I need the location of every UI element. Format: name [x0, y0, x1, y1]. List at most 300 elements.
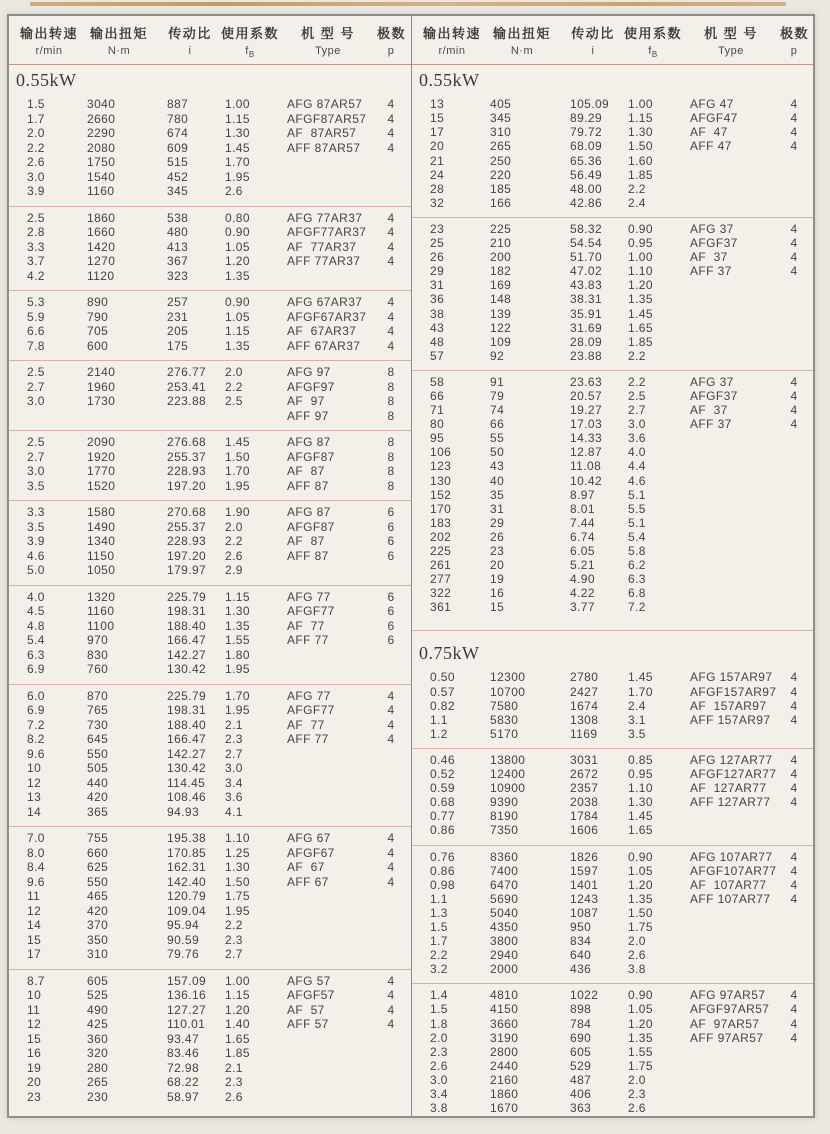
table-row — [9, 380, 411, 395]
table-row — [412, 236, 813, 250]
table-row — [9, 1090, 411, 1105]
cell-output-speed: 16 — [27, 1046, 42, 1061]
cell-poles: 4 — [387, 239, 395, 254]
column-header-output-speed — [19, 23, 79, 59]
cell-poles — [377, 790, 405, 805]
cell-output-speed: 3.3 — [27, 239, 45, 254]
cell-model-type: AFG 97 — [287, 365, 331, 380]
table-row — [9, 988, 411, 1003]
cell-poles: 8 — [387, 478, 395, 493]
table-row — [9, 1046, 411, 1061]
cell-output-torque: 425 — [87, 1017, 109, 1032]
cell-service-factor: 2.7 — [628, 403, 646, 418]
cell-output-speed: 2.7 — [27, 379, 45, 394]
gearmotor-series-block — [9, 585, 411, 684]
cell-transmission-ratio — [159, 409, 221, 424]
cell-output-torque: 1540 — [87, 169, 116, 184]
cell-model-type: AFGF87 — [287, 519, 335, 534]
cell-service-factor: 1.30 — [225, 126, 250, 141]
cell-output-torque: 465 — [87, 889, 109, 904]
column-unit-output-speed: r/min — [438, 45, 466, 57]
cell-model-type: AFF 77 — [287, 732, 329, 747]
gearmotor-series-block — [9, 206, 411, 291]
cell-poles — [780, 459, 808, 473]
cell-service-factor: 2.9 — [225, 563, 243, 578]
cell-output-speed: 2.0 — [27, 126, 45, 141]
cell-transmission-ratio: 270.68 — [167, 505, 207, 520]
cell-service-factor: 2.2 — [628, 374, 646, 389]
column-unit-service-factor: $f_B$ — [245, 45, 255, 60]
cell-transmission-ratio: 142.40 — [167, 874, 207, 889]
table-row — [412, 685, 813, 699]
table-row — [9, 846, 411, 861]
cell-transmission-ratio: 1826 — [570, 849, 599, 864]
cell-poles — [377, 563, 405, 578]
cell-poles: 4 — [387, 210, 395, 225]
cell-model-type — [279, 747, 377, 762]
table-row — [412, 168, 813, 182]
cell-output-torque: 1860 — [87, 210, 116, 225]
cell-output-speed: 322 — [430, 586, 452, 601]
cell-output-torque: 1750 — [87, 155, 116, 170]
cell-service-factor: 3.5 — [628, 726, 646, 741]
column-label-poles: 极数 — [377, 26, 407, 41]
cell-model-type: AFF 97AR57 — [690, 1030, 764, 1045]
cell-transmission-ratio: 120.79 — [167, 889, 207, 904]
cell-output-speed: 130 — [430, 473, 452, 488]
cell-model-type — [682, 1087, 780, 1101]
cell-poles: 4 — [790, 111, 798, 126]
table-row — [412, 920, 813, 934]
cell-output-speed: 1.7 — [27, 111, 45, 126]
cell-transmission-ratio: 175 — [167, 338, 189, 353]
table-row — [9, 141, 411, 156]
table-row — [9, 689, 411, 704]
cell-service-factor: 2.0 — [225, 519, 243, 534]
cell-output-torque: 5040 — [490, 905, 519, 920]
cell-transmission-ratio: 257 — [167, 295, 189, 310]
cell-model-type — [279, 904, 377, 919]
table-row — [9, 324, 411, 339]
cell-poles — [377, 155, 405, 170]
cell-poles: 4 — [387, 126, 395, 141]
cell-service-factor: 3.6 — [628, 431, 646, 446]
cell-poles — [780, 544, 808, 558]
cell-service-factor: 1.45 — [225, 140, 250, 155]
cell-service-factor: 1.65 — [628, 823, 653, 838]
cell-output-speed: 0.46 — [430, 752, 455, 767]
gearmotor-series-block — [9, 430, 411, 500]
cell-transmission-ratio: 79.72 — [570, 125, 603, 140]
cell-output-torque: 225 — [490, 221, 512, 236]
cell-model-type: AFG 87 — [287, 435, 331, 450]
cell-model-type — [682, 502, 780, 516]
cell-model-type: AFGF97 — [287, 379, 335, 394]
cell-poles — [780, 1073, 808, 1087]
cell-transmission-ratio: 47.02 — [570, 264, 603, 279]
cell-output-torque: 765 — [87, 703, 109, 718]
cell-service-factor: 1.00 — [225, 97, 250, 112]
cell-poles: 6 — [387, 633, 395, 648]
cell-transmission-ratio: 10.42 — [570, 473, 603, 488]
table-row — [9, 505, 411, 520]
cell-output-torque: 5170 — [490, 726, 519, 741]
cell-model-type — [682, 920, 780, 934]
table-row — [9, 805, 411, 820]
column-label-transmission-ratio: 传动比 — [571, 26, 615, 41]
cell-poles — [780, 474, 808, 488]
cell-output-speed: 1.8 — [430, 1016, 448, 1031]
cell-poles — [377, 947, 405, 962]
cell-model-type: AFF 87AR57 — [287, 140, 361, 155]
cell-output-speed: 14 — [27, 918, 42, 933]
cell-output-torque: 280 — [87, 1060, 109, 1075]
cell-output-torque: 7580 — [490, 698, 519, 713]
column-unit-poles: p — [790, 45, 798, 57]
cell-output-torque: 23 — [490, 544, 505, 558]
table-row — [9, 790, 411, 805]
cell-output-torque: 66 — [490, 417, 505, 432]
cell-output-torque: 2080 — [87, 140, 116, 155]
table-row — [412, 988, 813, 1002]
cell-poles — [780, 558, 808, 572]
column-label-output-speed: 输出转速 — [19, 26, 78, 41]
cell-model-type: AFF 47 — [690, 139, 732, 154]
cell-poles: 4 — [790, 97, 798, 112]
cell-model-type — [682, 474, 780, 488]
cell-model-type — [279, 1032, 377, 1047]
cell-model-type: AF 107AR77 — [690, 877, 767, 892]
cell-poles — [377, 269, 405, 284]
cell-transmission-ratio: 674 — [167, 126, 189, 141]
cell-poles: 4 — [790, 1002, 798, 1017]
cell-service-factor: 2.7 — [225, 947, 243, 962]
table-row — [9, 933, 411, 948]
cell-transmission-ratio: 2672 — [570, 767, 599, 782]
cell-poles — [780, 1059, 808, 1073]
cell-output-torque: 29 — [490, 515, 505, 530]
cell-model-type: AF 77AR37 — [287, 239, 357, 254]
cell-model-type — [682, 335, 780, 349]
cell-output-torque: 420 — [87, 903, 109, 918]
table-row — [9, 974, 411, 989]
cell-transmission-ratio: 17.03 — [570, 417, 603, 432]
cell-poles: 4 — [790, 264, 798, 279]
cell-output-speed: 5.4 — [27, 633, 45, 648]
table-row — [9, 860, 411, 875]
table-row — [412, 278, 813, 292]
cell-service-factor: 3.8 — [628, 962, 646, 977]
cell-poles: 4 — [387, 831, 395, 846]
cell-model-type — [682, 544, 780, 558]
cell-model-type — [682, 516, 780, 530]
cell-poles: 4 — [387, 324, 395, 339]
table-row — [9, 520, 411, 535]
cell-output-speed: 6.9 — [27, 703, 45, 718]
cell-output-speed: 0.68 — [430, 795, 455, 810]
table-row — [9, 394, 411, 409]
cell-transmission-ratio: 367 — [167, 254, 189, 269]
table-row — [412, 1045, 813, 1059]
table-row — [412, 1002, 813, 1016]
cell-output-speed: 1.5 — [430, 919, 448, 934]
cell-model-type: AFF 67AR37 — [287, 338, 361, 353]
cell-poles: 4 — [790, 236, 798, 251]
cell-service-factor: 1.25 — [225, 845, 250, 860]
cell-service-factor: 2.1 — [225, 1060, 243, 1075]
cell-output-torque: 35 — [490, 487, 505, 502]
cell-service-factor: 1.20 — [628, 278, 653, 293]
cell-transmission-ratio: 1308 — [570, 712, 599, 727]
cell-output-torque: 265 — [87, 1075, 109, 1090]
cell-service-factor: 1.30 — [628, 125, 653, 140]
cell-transmission-ratio: 43.83 — [570, 278, 603, 293]
column-unit-model-type: Type — [315, 45, 341, 57]
table-row — [9, 875, 411, 890]
table-row — [412, 335, 813, 349]
cell-output-speed: 13 — [27, 790, 42, 805]
cell-transmission-ratio: 690 — [570, 1030, 592, 1045]
cell-transmission-ratio: 35.91 — [570, 306, 603, 321]
cell-output-speed: 14 — [27, 804, 42, 819]
cell-output-torque: 220 — [490, 167, 512, 182]
cell-transmission-ratio: 38.31 — [570, 292, 603, 307]
cell-transmission-ratio: 130.42 — [167, 662, 207, 677]
cell-model-type — [682, 459, 780, 473]
cell-transmission-ratio: 1169 — [570, 726, 598, 741]
cell-output-speed: 57 — [430, 348, 445, 363]
table-row — [9, 295, 411, 310]
cell-transmission-ratio: 784 — [570, 1016, 592, 1031]
cell-service-factor: 0.90 — [225, 225, 250, 240]
cell-poles — [780, 962, 808, 976]
cell-service-factor: 4.1 — [225, 804, 243, 819]
cell-model-type — [682, 349, 780, 363]
cell-transmission-ratio: 323 — [167, 268, 189, 283]
cell-transmission-ratio: 605 — [570, 1044, 592, 1059]
cell-model-type — [279, 947, 377, 962]
table-row — [412, 670, 813, 684]
gearmotor-series-block — [9, 684, 411, 827]
cell-output-speed: 225 — [430, 544, 452, 558]
cell-output-speed: 3.5 — [27, 478, 45, 493]
cell-poles — [780, 948, 808, 962]
cell-output-speed: 3.0 — [430, 1072, 448, 1087]
cell-service-factor: 1.35 — [628, 292, 653, 307]
cell-poles — [377, 1046, 405, 1061]
cell-output-torque: 4810 — [490, 988, 519, 1003]
cell-output-speed: 6.9 — [27, 662, 45, 677]
cell-output-torque: 185 — [490, 181, 512, 196]
cell-model-type — [279, 761, 377, 776]
table-row — [9, 211, 411, 226]
table-row — [9, 904, 411, 919]
table-row — [412, 906, 813, 920]
table-row — [412, 445, 813, 459]
cell-output-torque: 1520 — [87, 478, 116, 493]
cell-poles — [780, 431, 808, 445]
cell-output-speed: 361 — [430, 600, 452, 615]
cell-output-torque: 139 — [490, 306, 512, 321]
cell-poles: 4 — [387, 111, 395, 126]
cell-service-factor: 1.75 — [225, 889, 250, 904]
cell-service-factor: 0.95 — [628, 236, 653, 251]
cell-output-speed: 0.86 — [430, 823, 455, 838]
cell-poles: 6 — [387, 548, 395, 563]
cell-transmission-ratio: 58.97 — [167, 1089, 200, 1104]
cell-poles — [780, 530, 808, 544]
cell-output-torque: 91 — [490, 374, 505, 389]
cell-output-speed: 3.2 — [430, 962, 448, 977]
table-row — [9, 590, 411, 605]
cell-transmission-ratio: 6.05 — [570, 544, 595, 558]
cell-output-speed: 5.0 — [27, 563, 45, 578]
cell-model-type: AFG 67 — [287, 831, 331, 846]
cell-output-speed: 2.5 — [27, 435, 45, 450]
cell-output-speed: 17 — [27, 947, 42, 962]
table-row — [9, 604, 411, 619]
cell-output-torque: 1120 — [87, 268, 115, 283]
cell-output-speed: 0.82 — [430, 698, 455, 713]
table-row — [412, 222, 813, 236]
cell-output-torque: 360 — [87, 1031, 109, 1046]
cell-output-speed: 106 — [430, 445, 452, 460]
cell-model-type: AFF 37 — [690, 417, 732, 432]
cell-output-torque: 1660 — [87, 225, 116, 240]
cell-service-factor: 1.20 — [225, 254, 250, 269]
cell-transmission-ratio: 68.09 — [570, 139, 603, 154]
cell-service-factor: 2.0 — [628, 934, 646, 949]
cell-poles: 4 — [790, 849, 798, 864]
cell-service-factor: 1.15 — [628, 111, 653, 126]
cell-poles: 4 — [790, 877, 798, 892]
cell-output-torque: 1490 — [87, 519, 116, 534]
cell-poles — [780, 727, 808, 741]
table-row — [9, 1003, 411, 1018]
cell-output-speed: 26 — [430, 250, 445, 265]
cell-output-torque: 5830 — [490, 712, 519, 727]
cell-service-factor: 2.2 — [628, 181, 646, 196]
cell-output-speed: 21 — [430, 153, 445, 168]
cell-output-torque: 79 — [490, 388, 505, 403]
cell-output-torque: 3190 — [490, 1030, 519, 1045]
cell-model-type — [682, 182, 780, 196]
cell-service-factor: 1.50 — [628, 139, 653, 154]
cell-service-factor: 6.3 — [628, 572, 646, 587]
cell-output-torque: 525 — [87, 988, 109, 1003]
cell-poles — [780, 154, 808, 168]
cell-model-type: AF 87 — [287, 464, 325, 479]
cell-transmission-ratio: 166.47 — [167, 732, 207, 747]
cell-poles: 4 — [387, 254, 395, 269]
cell-poles: 4 — [790, 417, 798, 432]
cell-transmission-ratio: 515 — [167, 155, 189, 170]
cell-output-speed: 1.1 — [430, 712, 448, 727]
cell-transmission-ratio: 3.77 — [570, 600, 595, 615]
gearmotor-series-block — [412, 983, 813, 1116]
table-row — [412, 182, 813, 196]
table-row — [9, 464, 411, 479]
cell-service-factor: 2.6 — [628, 948, 646, 963]
cell-model-type — [279, 184, 377, 199]
cell-service-factor: 5.4 — [628, 529, 646, 544]
cell-output-torque: 1860 — [490, 1087, 519, 1101]
cell-output-speed: 15 — [430, 111, 445, 126]
cell-output-speed: 3.8 — [430, 1101, 448, 1116]
cell-output-speed: 277 — [430, 572, 452, 587]
page-top-edge-decoration — [30, 2, 786, 6]
cell-transmission-ratio: 4.90 — [570, 572, 595, 587]
cell-transmission-ratio: 834 — [570, 934, 592, 949]
cell-service-factor: 6.8 — [628, 586, 646, 601]
cell-service-factor: 1.95 — [225, 903, 250, 918]
cell-transmission-ratio: 19.27 — [570, 403, 603, 418]
cell-output-torque: 370 — [87, 918, 109, 933]
cell-transmission-ratio: 8.97 — [570, 487, 595, 502]
cell-transmission-ratio: 142.27 — [167, 647, 207, 662]
cell-service-factor: 1.45 — [628, 670, 653, 685]
cell-output-speed: 48 — [430, 334, 445, 349]
cell-poles — [780, 502, 808, 516]
cell-output-speed: 261 — [430, 558, 452, 573]
cell-model-type: AFG 87 — [287, 505, 331, 520]
table-row — [9, 269, 411, 284]
cell-transmission-ratio: 110.01 — [167, 1017, 206, 1032]
cell-transmission-ratio: 480 — [167, 225, 189, 240]
cell-service-factor: 5.8 — [628, 544, 646, 558]
cell-output-speed: 3.9 — [27, 534, 45, 549]
cell-poles — [780, 823, 808, 837]
cell-poles — [377, 1032, 405, 1047]
cell-service-factor: 2.1 — [225, 717, 243, 732]
cell-service-factor: 1.75 — [628, 1058, 653, 1073]
column-header-output-torque — [79, 23, 159, 59]
cell-poles: 8 — [387, 408, 395, 423]
cell-output-speed: 1.3 — [430, 905, 448, 920]
cell-transmission-ratio: 253.41 — [167, 379, 207, 394]
table-row — [412, 934, 813, 948]
cell-poles: 4 — [790, 1030, 798, 1045]
cell-output-speed: 29 — [430, 264, 445, 279]
cell-output-torque: 4150 — [490, 1002, 519, 1017]
table-row — [9, 889, 411, 904]
cell-output-speed: 4.0 — [27, 589, 45, 604]
cell-poles: 6 — [387, 505, 395, 520]
cell-service-factor: 1.35 — [225, 618, 250, 633]
cell-service-factor: 1.15 — [225, 988, 250, 1003]
cell-model-type: AFGF37 — [690, 388, 738, 403]
cell-model-type — [682, 934, 780, 948]
cell-output-speed: 66 — [430, 388, 445, 403]
cell-output-torque: 19 — [490, 572, 505, 587]
table-row — [412, 516, 813, 530]
cell-output-torque: 760 — [87, 662, 109, 677]
cell-service-factor: 1.50 — [628, 905, 653, 920]
table-row — [9, 365, 411, 380]
cell-transmission-ratio: 197.20 — [167, 478, 207, 493]
cell-output-torque: 1960 — [87, 379, 116, 394]
cell-output-speed: 5.3 — [27, 295, 45, 310]
cell-service-factor: 1.15 — [225, 324, 250, 339]
cell-output-torque: 12300 — [490, 670, 526, 685]
cell-poles: 4 — [790, 891, 798, 906]
cell-output-speed: 3.3 — [27, 505, 45, 520]
cell-transmission-ratio: 197.20 — [167, 548, 207, 563]
cell-poles: 4 — [790, 388, 798, 403]
table-row — [412, 431, 813, 445]
cell-transmission-ratio: 188.40 — [167, 717, 207, 732]
cell-output-speed: 7.0 — [27, 831, 45, 846]
